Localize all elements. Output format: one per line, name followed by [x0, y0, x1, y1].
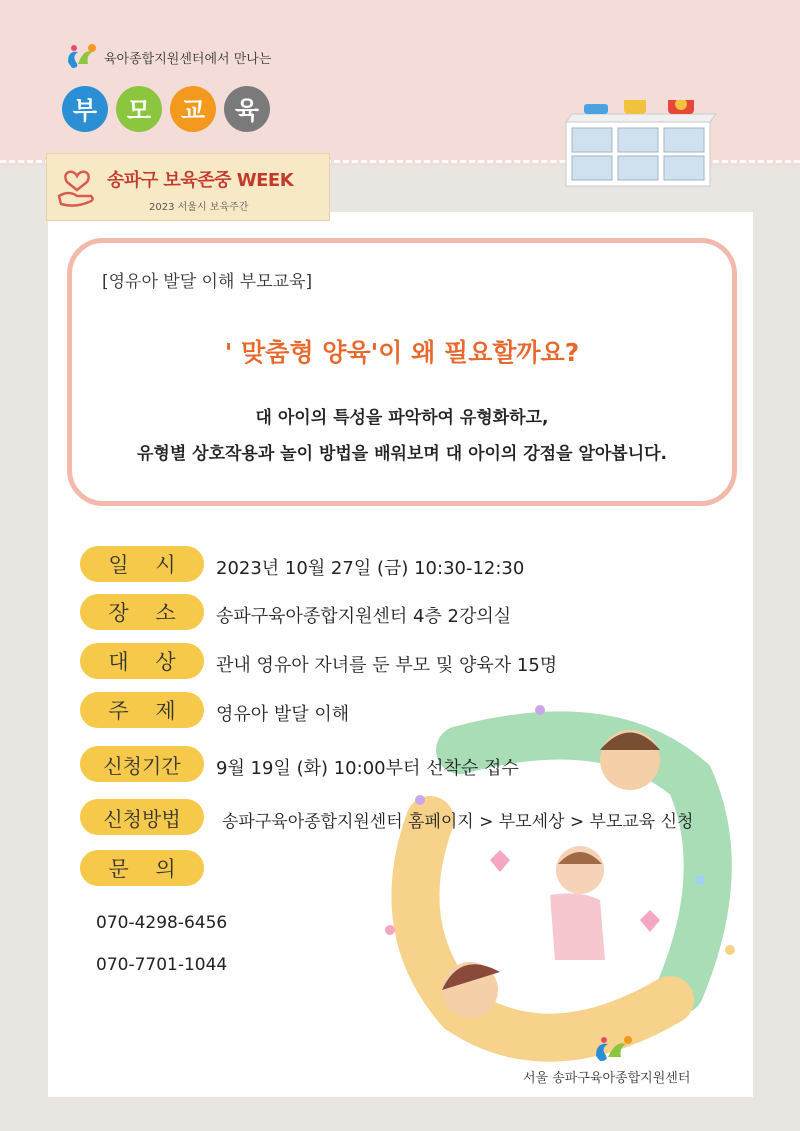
contact-phone-2: 070-7701-1044: [96, 955, 228, 975]
week-subtitle: 2023 서울시 보육주간: [149, 202, 249, 213]
value-topic: 영유아 발달 이해: [216, 704, 350, 725]
intro-line-1: 대 아이의 특성을 파악하여 유형화하고,: [255, 408, 549, 428]
title-char-3: 교: [170, 86, 216, 132]
family-circle-illustration: [350, 690, 770, 1090]
label-application-method: 신청방법: [80, 799, 204, 835]
label-application-period: 신청기간: [80, 746, 204, 782]
value-location: 송파구육아종합지원센터 4층 2강의실: [216, 606, 512, 627]
value-application-period: 9월 19일 (화) 10:00부터 선착순 접수: [216, 758, 519, 779]
footer-org-name: 서울 송파구육아종합지원센터: [523, 1071, 691, 1086]
center-logo-icon: [64, 42, 98, 72]
title-char-4: 육: [224, 86, 270, 132]
intro-headline: ' 맞춤형 양육'이 왜 필요할까요?: [224, 338, 580, 367]
intro-line-2: 유형별 상호작용과 놀이 방법을 배워보며 대 아이의 강점을 알아봅니다.: [136, 444, 668, 464]
label-datetime: 일 시: [80, 546, 204, 582]
label-inquiry: 문 의: [80, 850, 204, 886]
title-circles: [62, 86, 270, 132]
intro-box: [67, 238, 737, 506]
label-location: 장 소: [80, 594, 204, 630]
title-char-1: 부: [62, 86, 108, 132]
label-target: 대 상: [80, 643, 204, 679]
toy-shelf-illustration: [560, 100, 720, 190]
label-topic: 주 제: [80, 692, 204, 728]
value-datetime: 2023년 10월 27일 (금) 10:30-12:30: [216, 558, 525, 579]
program-tag: [영유아 발달 이해 부모교육]: [102, 272, 313, 292]
week-banner: [46, 153, 330, 221]
value-application-method: 송파구육아종합지원센터 홈페이지 > 부모세상 > 부모교육 신청: [222, 812, 694, 832]
footer-logo-icon: [592, 1034, 636, 1064]
heart-hand-icon: [55, 166, 99, 210]
title-char-2: 모: [116, 86, 162, 132]
brand-header: [64, 42, 271, 72]
value-target: 관내 영유아 자녀를 둔 부모 및 양육자 15명: [216, 655, 558, 676]
contact-phone-1: 070-4298-6456: [96, 913, 228, 933]
week-title: 송파구 보육존중 WEEK: [107, 170, 294, 191]
brand-text: 육아종합지원센터에서 만나는: [104, 51, 272, 67]
